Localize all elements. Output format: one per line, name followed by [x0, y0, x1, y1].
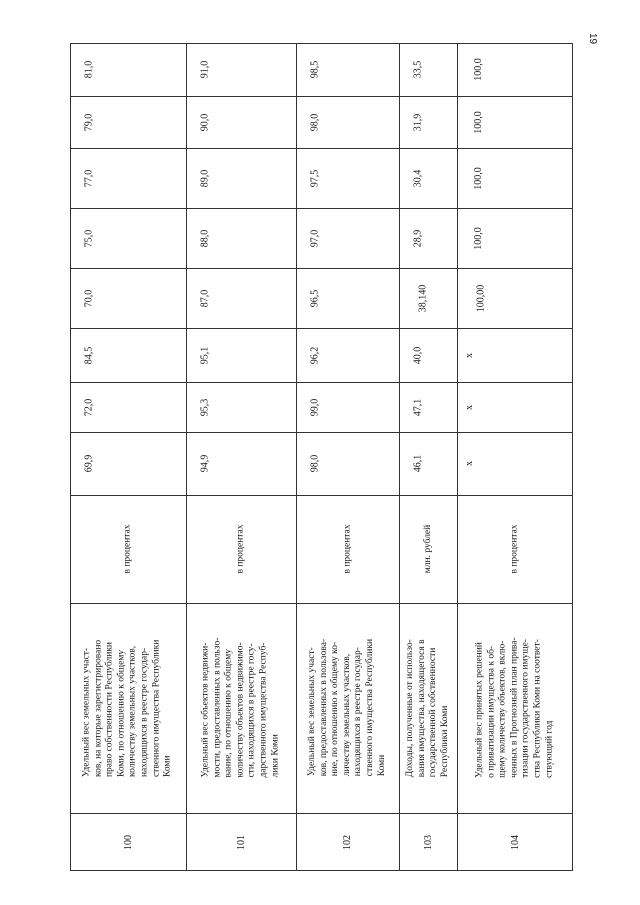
value-cell — [70, 328, 186, 382]
unit-of-measure: в процентах — [509, 524, 520, 574]
value-cell — [457, 43, 573, 96]
unit-cell — [296, 495, 399, 603]
row-number-cell — [70, 813, 186, 871]
row-number: 101 — [235, 834, 247, 850]
row-number: 102 — [342, 834, 353, 850]
value-cell — [70, 43, 186, 96]
indicator-value: 97,5 — [309, 169, 321, 187]
value-cell — [186, 96, 296, 148]
indicator-value: 95,1 — [199, 346, 211, 364]
indicator-value: 98,0 — [309, 113, 321, 131]
indicator-value: 90,0 — [199, 113, 211, 131]
value-cell — [399, 96, 457, 148]
value-cell — [399, 382, 457, 432]
value-cell — [296, 96, 399, 148]
value-cell — [457, 148, 573, 208]
indicator-value: 95,3 — [199, 398, 211, 416]
indicator-value: 98,5 — [309, 60, 321, 79]
indicator-description-cell — [186, 603, 296, 813]
indicator-value: 97,0 — [309, 229, 321, 247]
indicator-value: 46,1 — [412, 454, 424, 473]
value-cell — [70, 382, 186, 432]
indicator-value: 98,0 — [309, 454, 321, 473]
value-cell — [70, 432, 186, 495]
value-cell — [296, 148, 399, 208]
indicator-value: 38,140 — [417, 284, 429, 312]
value-cell — [296, 328, 399, 382]
indicator-description-cell — [399, 603, 457, 813]
value-cell — [186, 328, 296, 382]
value-cell — [186, 382, 296, 432]
indicator-value: 89,0 — [199, 169, 211, 187]
indicator-value: 84,5 — [83, 346, 95, 364]
value-cell — [296, 43, 399, 96]
row-number: 100 — [122, 834, 134, 850]
unit-of-measure: млн. рублей — [422, 524, 433, 574]
row-number-cell — [399, 813, 457, 871]
unit-of-measure: в процентах — [122, 524, 133, 574]
indicator-value: x — [464, 352, 475, 358]
unit-cell — [186, 495, 296, 603]
indicator-value: 100,0 — [472, 58, 484, 81]
value-cell — [457, 268, 573, 328]
indicator-value: 91,0 — [199, 60, 211, 79]
value-cell — [399, 268, 457, 328]
unit-of-measure: в процентах — [342, 524, 353, 574]
page-number: 19 — [587, 32, 599, 44]
value-cell — [457, 382, 573, 432]
row-number: 103 — [422, 834, 434, 850]
indicator-value: 100,0 — [472, 110, 484, 134]
value-cell — [399, 328, 457, 382]
value-cell — [70, 208, 186, 268]
indicator-value: 96,2 — [309, 346, 321, 364]
indicator-description: Удельный вес объектов недвижи- мости, предоставленных в пользо- вание, по отношению к общему количеству объектов недвижимо- сти, находящихся в реестре госу- дарственного имущества Респуб- лики Коми — [200, 638, 280, 778]
indicator-description: Удельный вес земельных участ- ков, на которые зарегистрировано право собственности Республики Коми, по отношению к общему количеству земельных участков, находящихся в реестре государ- ственного имущества Республики Коми — [81, 639, 173, 777]
value-cell — [399, 432, 457, 495]
indicator-value: 33,5 — [412, 60, 424, 79]
indicator-value: 100,00 — [475, 284, 487, 312]
indicator-value: 96,5 — [309, 289, 321, 307]
indicator-value: 79,0 — [83, 113, 95, 131]
value-cell — [399, 43, 457, 96]
indicator-value: 77,0 — [83, 169, 95, 187]
indicator-description: Доходы, полученные от использо- вания имущества, находящегося в государственной собственности Республики Коми — [404, 638, 450, 778]
value-cell — [70, 268, 186, 328]
value-cell — [186, 432, 296, 495]
indicator-value: 94,9 — [199, 454, 211, 473]
value-cell — [296, 432, 399, 495]
indicator-value: 87,0 — [199, 289, 211, 307]
indicator-description-cell — [296, 603, 399, 813]
indicator-value: x — [464, 461, 475, 466]
indicator-value: x — [464, 404, 475, 410]
value-cell — [457, 328, 573, 382]
indicator-value: 88,0 — [199, 229, 211, 247]
indicator-value: 40,0 — [412, 346, 424, 364]
indicator-value: 99,0 — [309, 398, 321, 416]
unit-of-measure: в процентах — [235, 524, 246, 574]
value-cell — [296, 208, 399, 268]
value-cell — [186, 43, 296, 96]
indicator-description-cell — [70, 603, 186, 813]
row-number-cell — [296, 813, 399, 871]
indicator-value: 70,0 — [83, 289, 95, 307]
indicator-value: 100,0 — [472, 226, 484, 250]
indicator-value: 100,0 — [472, 166, 484, 190]
indicator-value: 47,1 — [412, 398, 424, 416]
indicator-value: 28,9 — [412, 229, 424, 247]
value-cell — [296, 382, 399, 432]
indicator-description: Удельный вес земельных участ- ков, предоставленных в пользова- ние, по отношению к общему ко- личеству земельных участков, находящихся в реестре государ- ственного имущества Республики Коми — [306, 639, 387, 777]
value-cell — [70, 96, 186, 148]
value-cell — [457, 96, 573, 148]
unit-cell — [70, 495, 186, 603]
value-cell — [457, 208, 573, 268]
indicator-value: 72,0 — [83, 398, 95, 416]
row-number-cell — [186, 813, 296, 871]
indicator-value: 30,4 — [412, 169, 424, 187]
row-number: 104 — [509, 834, 521, 850]
value-cell — [70, 148, 186, 208]
value-cell — [296, 268, 399, 328]
unit-cell — [399, 495, 457, 603]
value-cell — [399, 148, 457, 208]
value-cell — [186, 148, 296, 208]
value-cell — [186, 268, 296, 328]
value-cell — [186, 208, 296, 268]
indicator-value: 75,0 — [83, 229, 95, 247]
value-cell — [399, 208, 457, 268]
value-cell — [457, 432, 573, 495]
row-number-cell — [457, 813, 573, 871]
unit-cell — [457, 495, 573, 603]
indicator-description-cell — [457, 603, 573, 813]
indicator-description: Удельный вес принятых решений о приватизации имущества к об- щему количеству объектов, вклю- ченных в Прогнозный план прива- тизации государственного имуще- ства Республики Коми на соответ- ствующий год — [474, 637, 554, 779]
indicator-value: 81,0 — [83, 60, 95, 79]
indicator-value: 69,9 — [83, 454, 95, 473]
indicator-value: 31,9 — [412, 113, 424, 131]
